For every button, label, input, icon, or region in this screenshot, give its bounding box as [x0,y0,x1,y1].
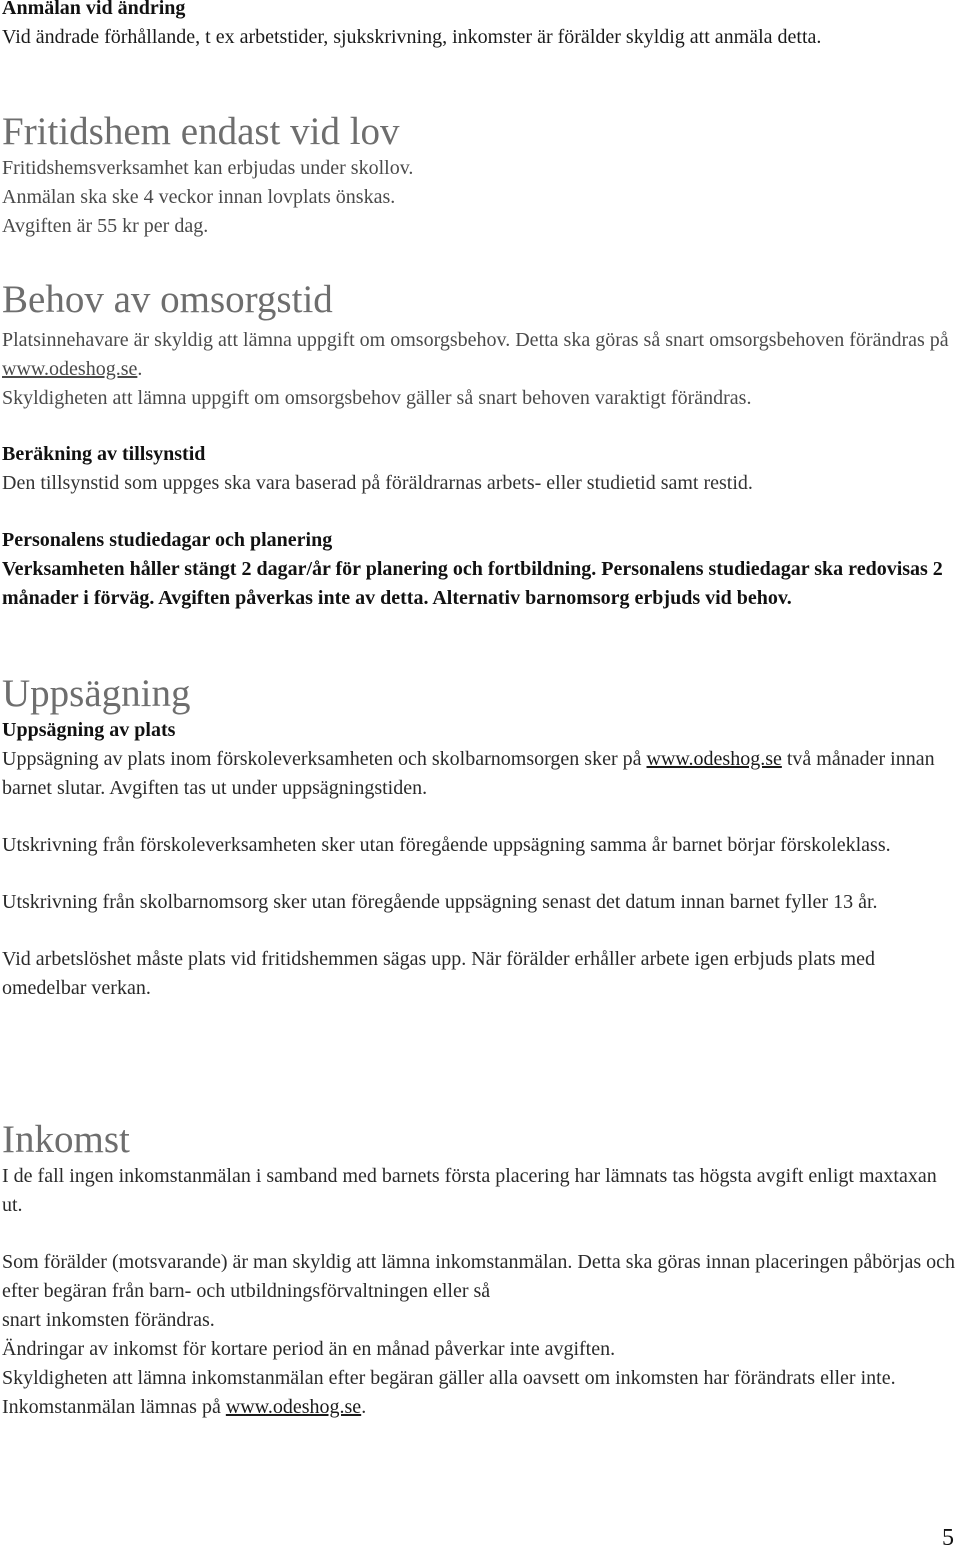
section-fritids [2,110,956,241]
uppsagning-p1-end: två månader innan barnet slutar. Avgiften tas ut under uppsägningstiden. [2,748,935,799]
fritids-line-1: Fritidshemsverksamhet kan erbjudas under skollov. [2,157,414,179]
uppsagning-p1 [2,745,956,803]
behov-heading: Behov av omsorgstid [2,278,333,321]
anmalan-heading: Anmälan vid ändring [2,0,186,19]
fritids-heading: Fritidshem endast vid lov [2,110,400,153]
fritids-line-3: Avgiften är 55 kr per dag. [2,215,209,237]
behov-text-2: Skyldigheten att lämna uppgift om omsorgsbehov gäller så snart behoven varaktigt förändras. [2,387,752,409]
behov-text-1-end: . [137,358,143,380]
inkomst-p5-end: . [361,1396,367,1418]
personal-heading: Personalens studiedagar och planering [2,529,333,551]
anmalan-text: Vid ändrade förhållande, t ex arbetstider, sjukskrivning, inkomster är förälder skyldig att anmäla detta. [2,26,822,48]
section-personal [2,526,956,613]
personal-text: Verksamheten håller stängt 2 dagar/år för planering och fortbildning. Personalens studiedagar ska redovisas 2 månader i förväg. Avgiften påverkas inte av detta. Alternativ barnomsorg erbjuds vid behov. [2,558,943,609]
section-anmalan [2,0,956,52]
uppsagning-p3: Utskrivning från skolbarnomsorg sker utan föregående uppsägning senast det datum innan barnet fyller 13 år. [2,891,878,913]
uppsagning-subheading: Uppsägning av plats [2,719,176,741]
inkomst-p3: Ändringar av inkomst för kortare period än en månad påverkar inte avgiften. [2,1338,616,1360]
inkomst-heading: Inkomst [2,1118,130,1161]
inkomst-p2b: snart inkomsten förändras. [2,1309,215,1331]
inkomst-p5-start: Inkomstanmälan lämnas på [2,1396,226,1418]
behov-text-1-body: Platsinnehavare är skyldig att lämna uppgift om omsorgsbehov. Detta ska göras så snart omsorgsbehoven förändras på [2,329,949,351]
uppsagning-link[interactable]: www.odeshog.se [646,748,782,770]
fritids-line-2: Anmälan ska ske 4 veckor innan lovplats önskas. [2,186,396,208]
section-behov [2,278,956,413]
uppsagning-p2: Utskrivning från förskoleverksamheten sker utan föregående uppsägning samma år barnet börjar förskoleklass. [2,834,891,856]
uppsagning-p4: Vid arbetslöshet måste plats vid fritidshemmen sägas upp. När förälder erhåller arbete igen erbjuds plats med omedelbar verkan. [2,948,875,999]
inkomst-link[interactable]: www.odeshog.se [225,1396,362,1418]
uppsagning-heading: Uppsägning [2,672,191,715]
page-number: 5 [942,1525,954,1551]
berakning-text: Den tillsynstid som uppges ska vara baserad på föräldrarnas arbets- eller studietid samt restid. [2,472,753,494]
berakning-heading: Beräkning av tillsynstid [2,443,206,465]
inkomst-p4: Skyldigheten att lämna inkomstanmälan efter begäran gäller alla oavsett om inkomsten har förändrats eller inte. [2,1367,896,1389]
section-uppsagning [2,672,956,1003]
uppsagning-p1-start: Uppsägning av plats inom förskoleverksamheten och skolbarnomsorgen sker på [2,748,647,770]
inkomst-p1: I de fall ingen inkomstanmälan i samband med barnets första placering har lämnats tas högsta avgift enligt maxtaxan ut. [2,1165,937,1216]
section-berakning [2,440,956,498]
behov-link[interactable]: www.odeshog.se [2,358,138,380]
inkomst-p2a: Som förälder (motsvarande) är man skyldig att lämna inkomstanmälan. Detta ska göras innan placeringen påbörjas och efter begäran från barn- och utbildningsförvaltningen eller så [2,1251,956,1302]
inkomst-p5 [2,1393,956,1422]
behov-text-1 [2,326,956,384]
section-inkomst [2,1118,956,1422]
